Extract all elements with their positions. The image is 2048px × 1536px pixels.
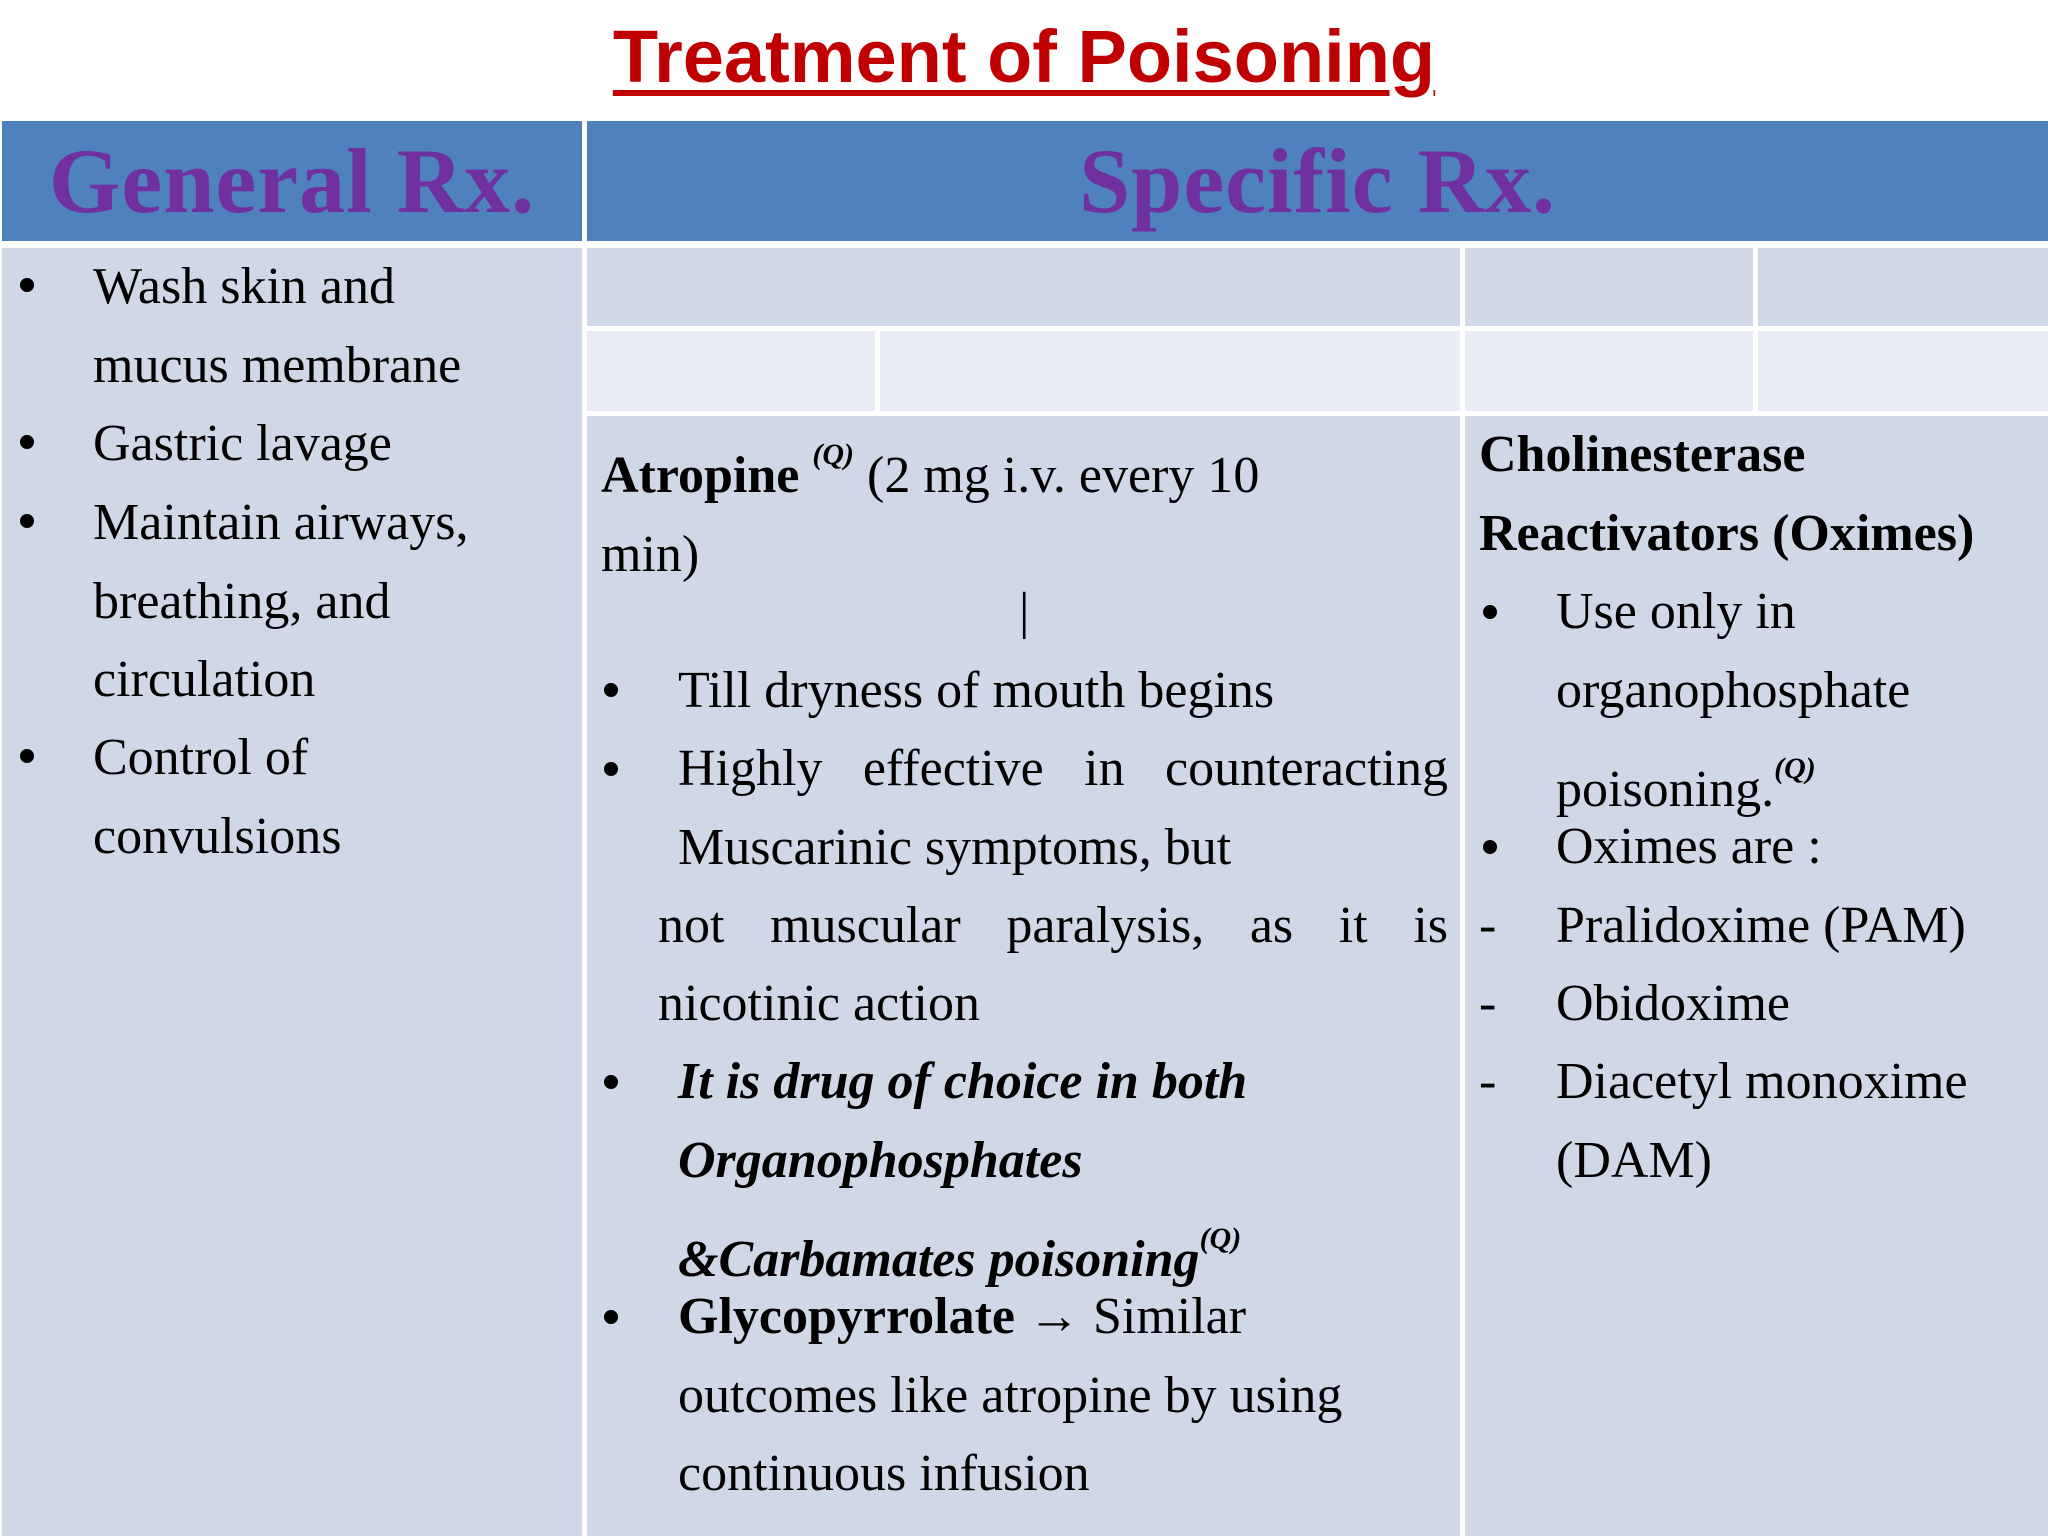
blank-cell (587, 331, 875, 411)
q-mark: (Q) (1199, 1222, 1242, 1255)
dash-marker: - (1479, 897, 1497, 954)
atropine-bullet2-line3: not muscular paralysis, as it is (658, 897, 1448, 954)
glycopyrrolate-line: continuous infusion (678, 1445, 1090, 1502)
atropine-bullet-drug-of-choice (678, 1043, 1247, 1300)
blank-cell (1465, 331, 1753, 411)
general-item-line: Wash skin and (93, 258, 395, 315)
general-item-convulsions (93, 719, 341, 876)
bullet-dot (20, 514, 34, 528)
general-item-line: convulsions (93, 807, 342, 865)
blank-cell (1758, 331, 2048, 411)
atropine-dose-line1: (2 mg i.v. every 10 (867, 447, 1260, 504)
general-item-line: mucus membrane (93, 336, 462, 394)
bullet-dot (604, 1075, 618, 1089)
oximes-bullet1-line: poisoning. (1556, 761, 1775, 818)
oxime-obidoxime: Obidoxime (1556, 975, 1790, 1032)
oximes-bullet1-line: organophosphate (1556, 661, 1911, 719)
oxime-diacetyl-line: Diacetyl monoxime (1556, 1053, 1968, 1110)
glycopyrrolate-label: Glycopyrrolate (678, 1288, 1015, 1345)
slide-title: Treatment of Poisoning (612, 15, 1436, 98)
oxime-pralidoxime: Pralidoxime (PAM) (1556, 897, 1966, 954)
general-item-lavage (93, 405, 392, 484)
atropine-dose (601, 416, 1451, 594)
glycopyrrolate-line: outcomes like atropine by using (678, 1366, 1343, 1424)
bullet-dot (1483, 605, 1497, 619)
oximes-heading (1479, 416, 1974, 573)
bullet-dot (604, 683, 618, 697)
glycopyrrolate-arrow-text: → Similar (1027, 1288, 1247, 1345)
q-mark: (Q) (812, 438, 855, 471)
oximes-bullet1-line: Use only in (1556, 583, 1796, 640)
atropine-bullet-glycopyrrolate (678, 1278, 1342, 1514)
general-rx-header: General Rx. (2, 121, 582, 241)
general-item-line: breathing, and (93, 572, 391, 630)
bullet-dot (604, 762, 618, 776)
q-mark: (Q) (1774, 752, 1816, 785)
specific-rx-header: Specific Rx. (587, 121, 2048, 241)
atropine-cell (587, 416, 1460, 1536)
general-rx-column (2, 248, 582, 1536)
general-item-line: Control of (93, 729, 309, 786)
oxime-diacetyl-line: (DAM) (1556, 1131, 1712, 1189)
blank-cell (880, 331, 1460, 411)
dash-marker: - (1479, 1053, 1497, 1110)
general-item-wash (93, 248, 461, 405)
oxime-diacetyl-monoxime (1556, 1043, 1968, 1200)
bullet-dot (20, 749, 34, 763)
blank-cell (1758, 248, 2048, 326)
bullet-dot (604, 1310, 618, 1324)
atropine-bullet3-line: It is drug of choice in both (678, 1053, 1248, 1110)
general-item-line: Gastric lavage (93, 415, 392, 472)
oximes-heading-line: Reactivators (Oximes) (1479, 504, 1975, 562)
atropine-bullet2-line1: Highly effective in counteracting (678, 740, 1448, 797)
atropine-bullet3-line: Organophosphates (678, 1131, 1083, 1189)
atropine-bullet2-line2: Muscarinic symptoms, but (678, 819, 1232, 876)
dash-marker: - (1479, 975, 1497, 1032)
text-cursor: | (1019, 583, 1030, 640)
atropine-dose-line2: min) (601, 525, 700, 583)
oximes-bullet-are: Oximes are : (1556, 818, 1822, 875)
general-item-line: circulation (93, 651, 316, 708)
oximes-cell (1465, 416, 2048, 1536)
blank-cell (1465, 248, 1753, 326)
blank-cell (587, 248, 1460, 326)
atropine-bullet3-line: &Carbamates poisoning (678, 1231, 1200, 1288)
atropine-bullet-dryness: Till dryness of mouth begins (678, 662, 1275, 719)
bullet-dot (20, 435, 34, 449)
atropine-name: Atropine (601, 447, 800, 504)
general-item-airways (93, 484, 468, 720)
bullet-dot (1483, 840, 1497, 854)
oximes-heading-line: Cholinesterase (1479, 426, 1806, 483)
bullet-dot (20, 278, 34, 292)
general-item-line: Maintain airways, (93, 494, 469, 551)
oximes-bullet-use-only (1556, 573, 1910, 830)
atropine-bullet2-line4: nicotinic action (658, 975, 981, 1032)
